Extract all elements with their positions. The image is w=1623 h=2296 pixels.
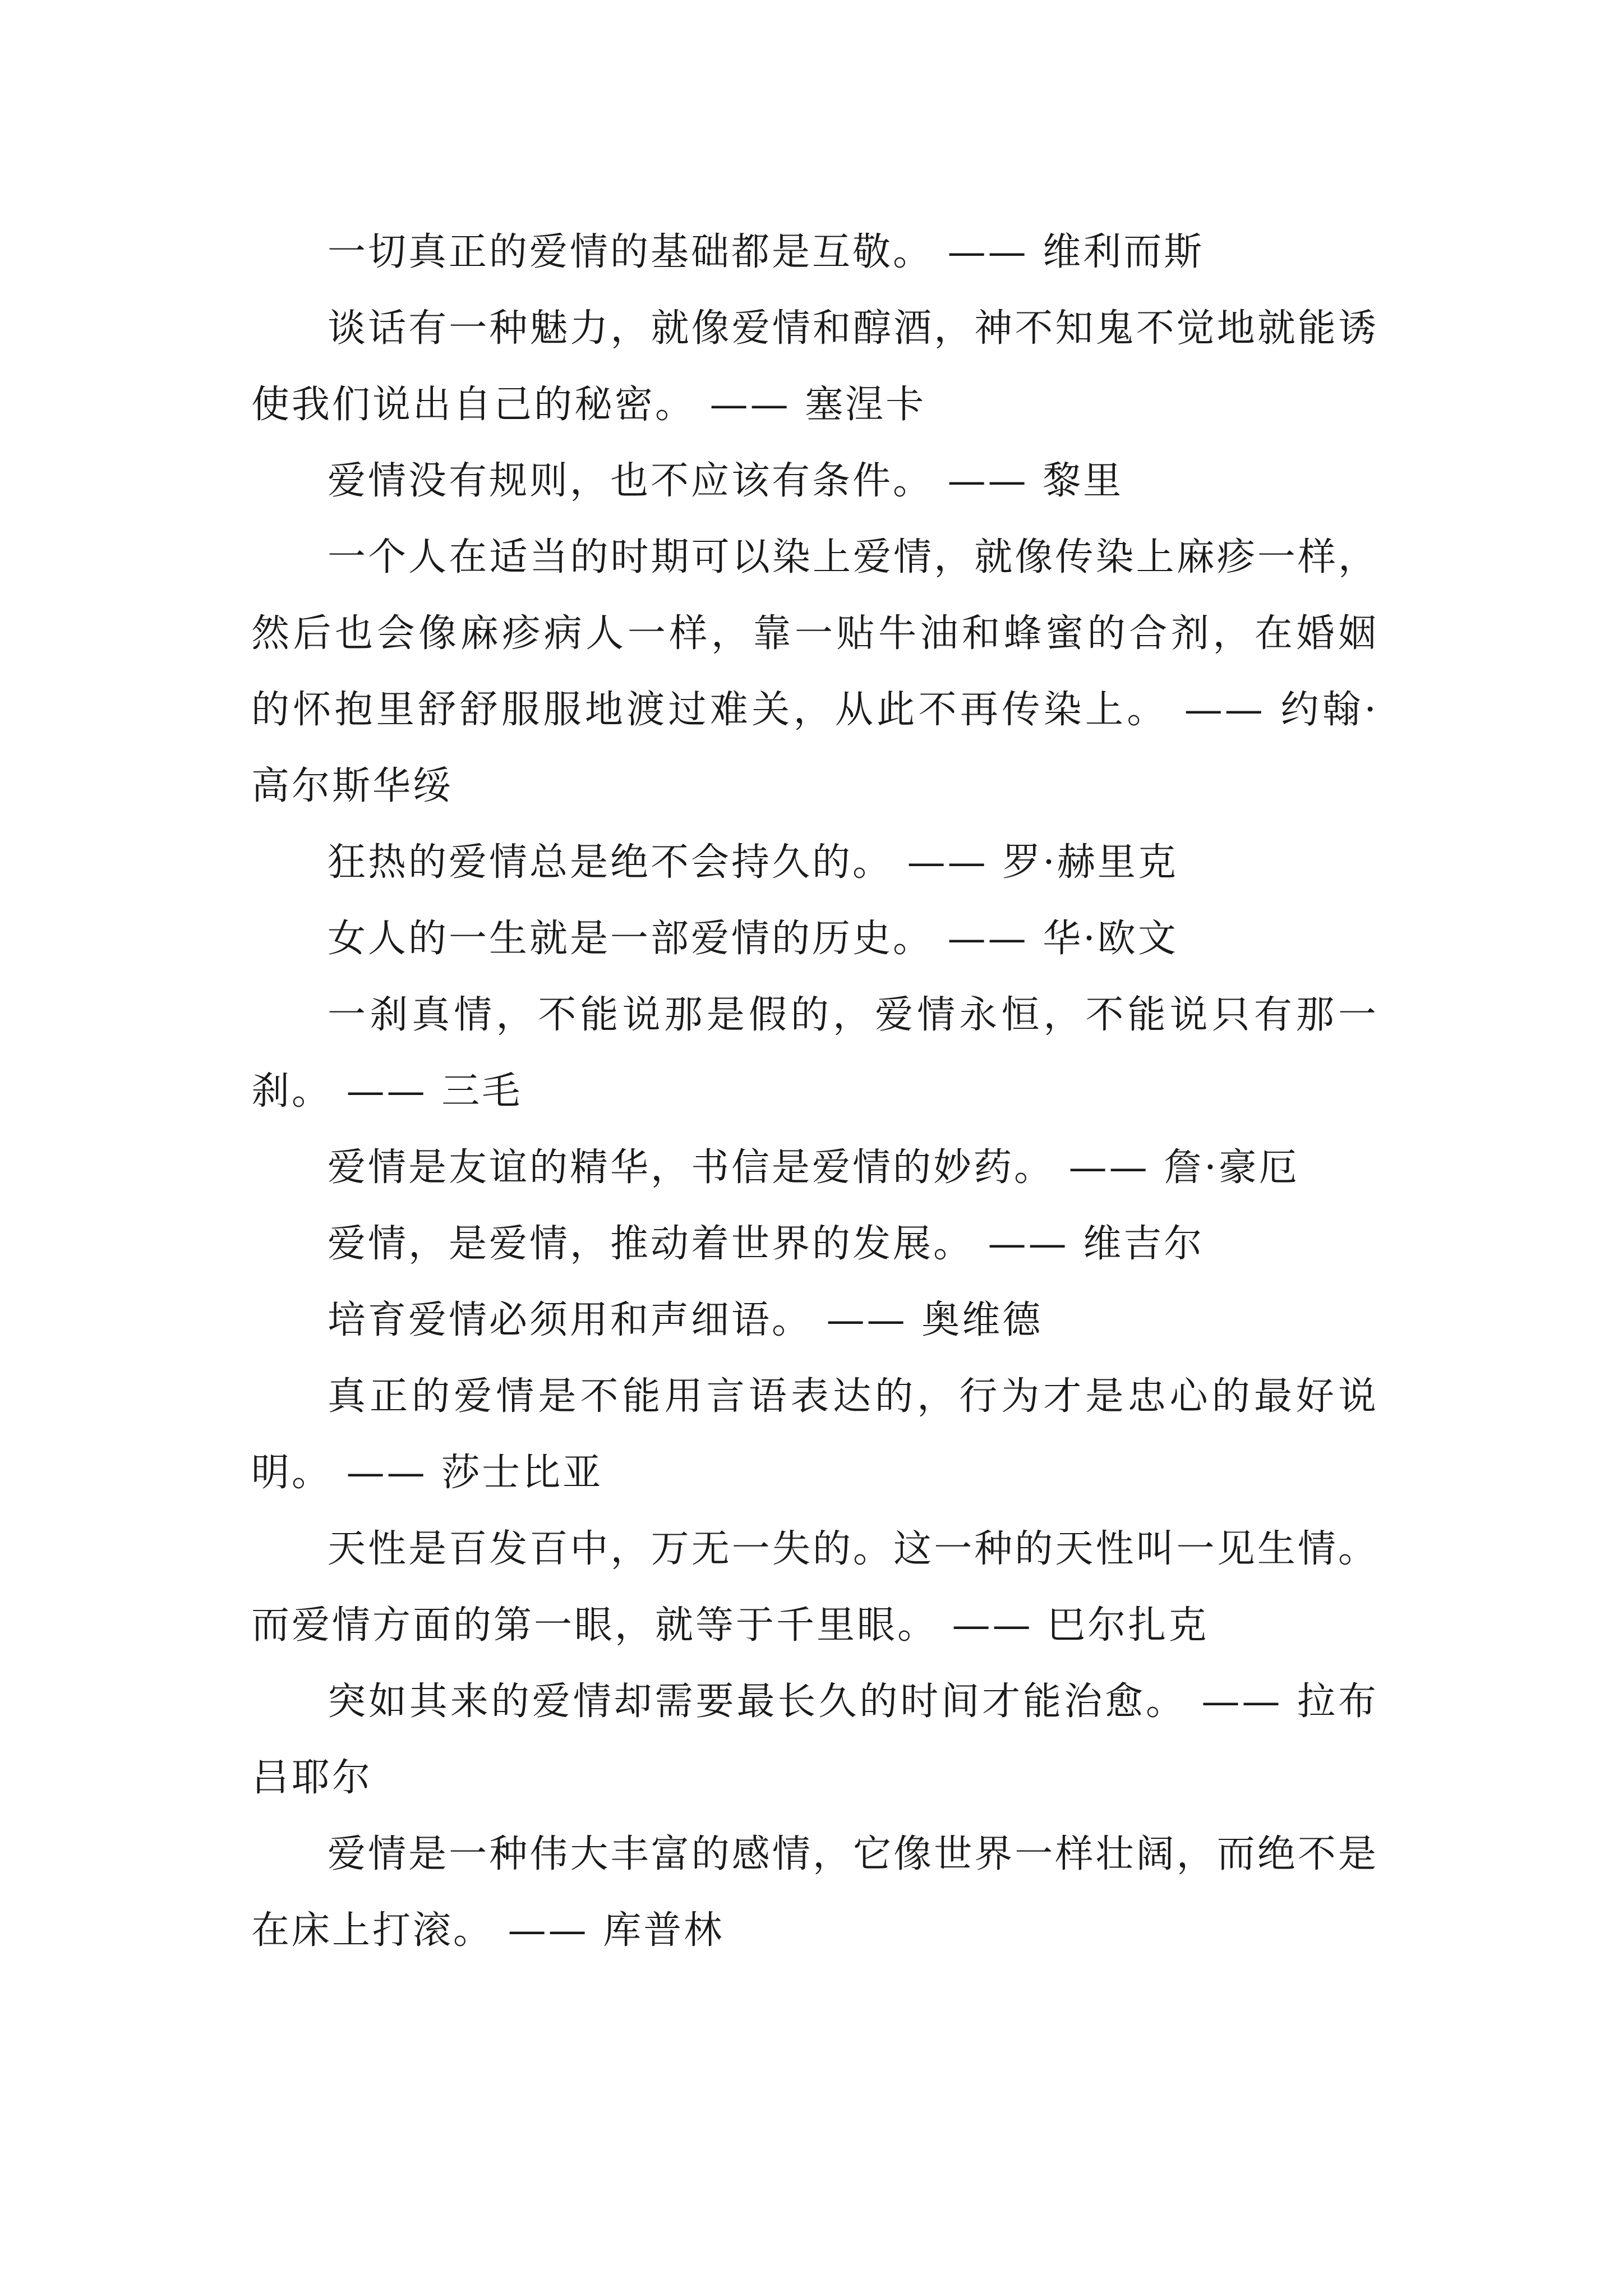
quote-paragraph: 女人的一生就是一部爱情的历史。 —— 华·欧文 xyxy=(328,917,1178,961)
quote-paragraph: 谈话有一种魅力，就像爱情和醇酒，神不知鬼不觉地就能诱使我们说出自己的秘密。 —— 塞涅卡 xyxy=(251,306,1378,427)
quote-list xyxy=(251,214,1378,1969)
quote-paragraph: 爱情没有规则，也不应该有条件。 —— 黎里 xyxy=(328,459,1124,503)
quote-paragraph: 一切真正的爱情的基础都是互敬。 —— 维利而斯 xyxy=(328,230,1205,274)
quote-paragraph: 狂热的爱情总是绝不会持久的。 —— 罗·赫里克 xyxy=(328,840,1178,885)
quote-paragraph: 爱情，是爱情，推动着世界的发展。 —— 维吉尔 xyxy=(328,1222,1205,1266)
quote-paragraph: 一个人在适当的时期可以染上爱情，就像传染上麻疹一样，然后也会像麻疹病人一样，靠一贴牛油和蜂蜜的合剂，在婚姻的怀抱里舒舒服服地渡过难关，从此不再传染上。 —— 约翰·高尔斯华绥 xyxy=(251,535,1378,808)
quote-paragraph: 爱情是一种伟大丰富的感情，它像世界一样壮阔，而绝不是在床上打滚。 —— 库普林 xyxy=(251,1832,1378,1953)
quote-paragraph: 天性是百发百中，万无一失的。这一种的天性叫一见生情。而爱情方面的第一眼，就等于千里眼。 —— 巴尔扎克 xyxy=(251,1527,1378,1648)
quote-paragraph: 一刹真情，不能说那是假的，爱情永恒，不能说只有那一刹。 —— 三毛 xyxy=(251,993,1378,1114)
quote-paragraph: 爱情是友谊的精华，书信是爱情的妙药。 —— 詹·豪厄 xyxy=(328,1145,1299,1190)
quote-paragraph: 突如其来的爱情却需要最长久的时间才能治愈。 —— 拉布吕耶尔 xyxy=(251,1680,1378,1800)
quote-paragraph: 真正的爱情是不能用言语表达的，行为才是忠心的最好说明。 —— 莎士比亚 xyxy=(251,1374,1378,1495)
quote-paragraph: 培育爱情必须用和声细语。 —— 奥维德 xyxy=(328,1298,1043,1342)
